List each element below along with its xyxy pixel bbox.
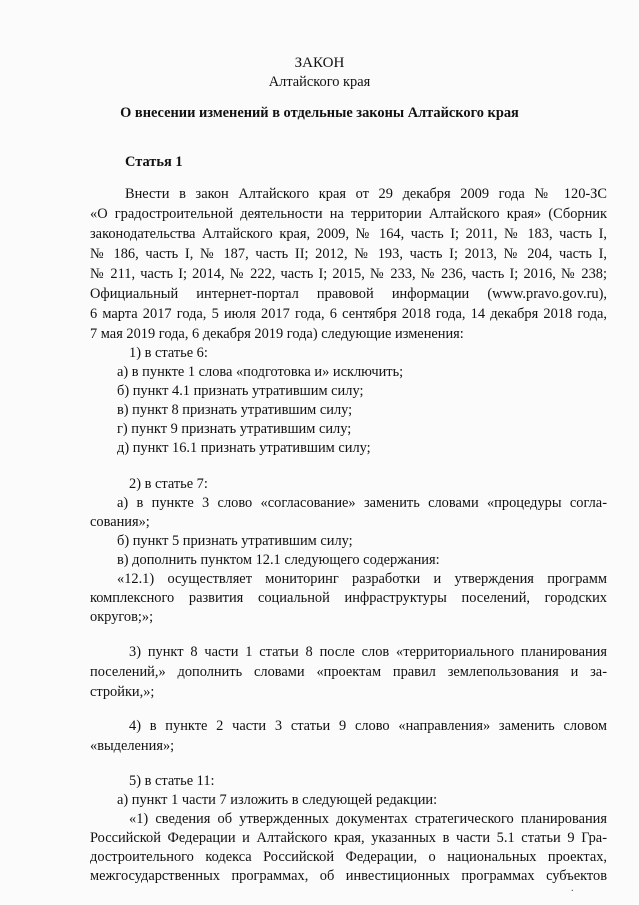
list-item: г) пункт 9 признать утратившим силу;: [117, 421, 352, 437]
text-line: комплексного развития социальной инфраструктуры поселений, городских: [90, 590, 607, 606]
text-line: «1) сведения об утвержденных документах стратегического планирования: [129, 811, 607, 827]
list-item: а) в пункте 3 слово «согласование» заменить словами «процедуры согла-: [117, 495, 607, 511]
list-item: а) в пункте 1 слова «подготовка и» исключить;: [117, 364, 404, 380]
list-item: 2) в статье 7:: [129, 476, 208, 492]
text-line: поселений,» дополнить словами «проектам правил землепользования и за-: [90, 664, 607, 680]
list-item: 4) в пункте 2 части 3 статьи 9 слово «направления» заменить словом: [129, 718, 607, 734]
list-item: б) пункт 5 признать утратившим силу;: [117, 533, 353, 549]
text-line: законодательства Алтайского края, 2009, № 164, часть I; 2011, № 183, часть I,: [90, 226, 607, 242]
text-line: Официальный интернет-портал правовой информации (www.pravo.gov.ru),: [90, 286, 607, 302]
list-item: б) пункт 4.1 признать утратившим силу;: [117, 383, 364, 399]
list-item: а) пункт 1 части 7 изложить в следующей редакции:: [117, 792, 438, 808]
article-title: Статья 1: [125, 154, 183, 170]
text-line: Российской Федерации и Алтайского края, указанных в части 5.1 статьи 9 Гра-: [90, 830, 607, 846]
text-line: «выделения»;: [90, 738, 175, 754]
text-line: № 186, часть I, № 187, часть II; 2012, № 193, часть I; 2013, № 204, часть I,: [90, 246, 607, 262]
text-line: стройки,»;: [90, 684, 155, 700]
list-item: в) дополнить пунктом 12.1 следующего содержания:: [117, 552, 440, 568]
list-item: 1) в статье 6:: [129, 345, 208, 361]
text-line: № 211, часть I; 2014, № 222, часть I; 2015, № 233, № 236, часть I; 2016, № 238;: [90, 266, 607, 282]
text-line: округов;»;: [90, 609, 154, 625]
text-line: сования»;: [90, 514, 150, 530]
text-line: межгосударственных программах, об инвестиционных программах субъектов: [90, 868, 607, 884]
list-item: 3) пункт 8 части 1 статьи 8 после слов «территориального планирования: [129, 644, 607, 660]
text-line: достроительного кодекса Российской Федерации, о национальных проектах,: [90, 849, 607, 865]
text-line: «О градостроительной деятельности на территории Алтайского края» (Сборник: [90, 206, 607, 222]
page-mark: .: [571, 883, 574, 894]
document-heading: О внесении изменений в отдельные законы Алтайского края: [120, 105, 519, 121]
list-item: д) пункт 16.1 признать утратившим силу;: [117, 440, 371, 456]
document-title: ЗАКОН: [294, 55, 345, 71]
text-line: Внести в закон Алтайского края от 29 декабря 2009 года № 120-ЗС: [125, 186, 607, 202]
text-line: «12.1) осуществляет мониторинг разработки и утверждения программ: [117, 571, 607, 587]
list-item: 5) в статье 11:: [129, 773, 215, 789]
document-subtitle: Алтайского края: [268, 74, 371, 90]
list-item: в) пункт 8 признать утратившим силу;: [117, 402, 353, 418]
text-line: 6 марта 2017 года, 5 июля 2017 года, 6 сентября 2018 года, 14 декабря 2018 года,: [90, 306, 607, 322]
text-line: 7 мая 2019 года, 6 декабря 2019 года) следующие изменения:: [90, 326, 464, 342]
